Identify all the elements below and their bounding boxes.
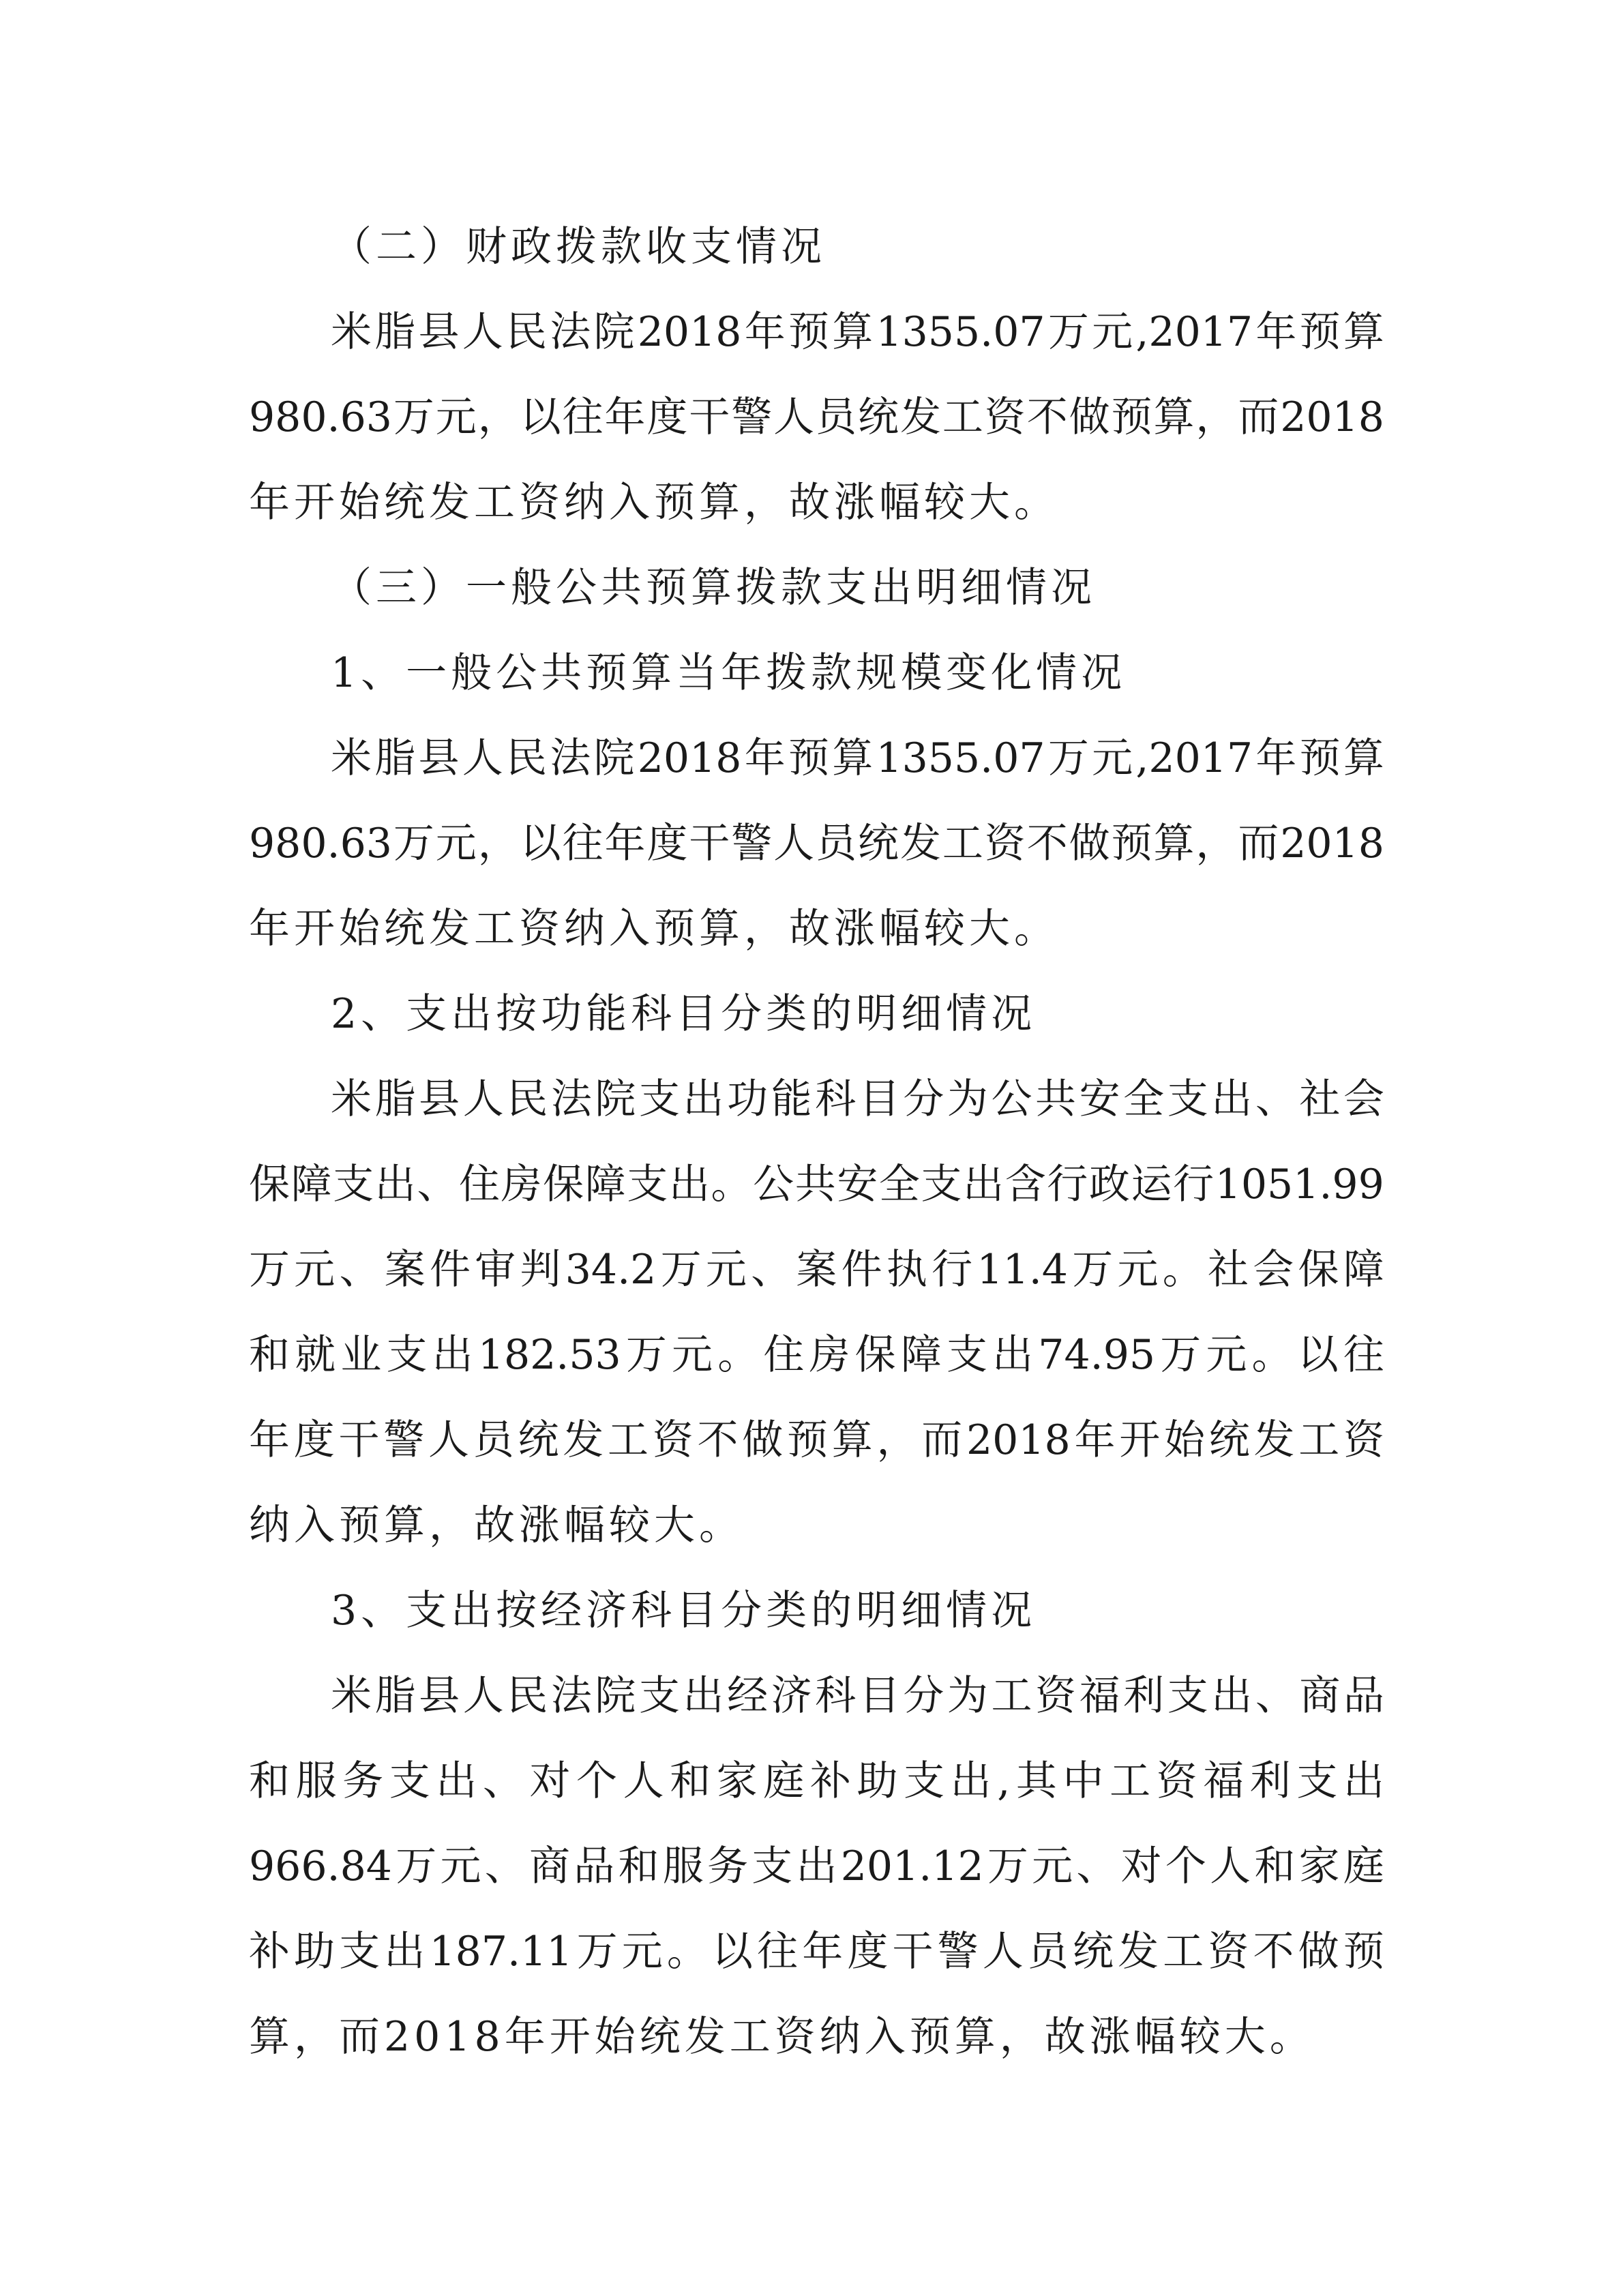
- paragraph-line: 万 元 、 案 件 审 判 34.2 万 元 、 案 件 执 行 11.4 万 元 。 社 会 保 障: [249, 1246, 1384, 1294]
- paragraph-line: 年 度 干 警 人 员 统 发 工 资 不 做 预 算 ， 而 2018 年 开 始 统 发 工 资: [249, 1416, 1384, 1464]
- paragraph-line: 966.84 万 元 、 商 品 和 服 务 支 出 201.12 万 元 、 对 个 人 和 家 庭: [249, 1843, 1384, 1890]
- section-heading-2: （二）财政拨款收支情况: [331, 223, 826, 271]
- paragraph-line: 和 服 务 支 出 、 对 个 人 和 家 庭 补 助 支 出 , 其 中 工 资 福 利 支 出: [249, 1757, 1384, 1805]
- subsection-heading-3: 3、支出按经济科目分类的明细情况: [331, 1587, 1037, 1635]
- paragraph-line: 980.63 万 元 ， 以 往 年 度 干 警 人 员 统 发 工 资 不 做 预 算 ， 而 2018: [249, 393, 1384, 441]
- paragraph-line: 保 障 支 出 、 住 房 保 障 支 出 。 公 共 安 全 支 出 含 行 政 运 行 1051.99: [249, 1161, 1384, 1208]
- paragraph-line: 年开始统发工资纳入预算，故涨幅较大。: [249, 905, 1059, 953]
- paragraph-line: 算，而2018年开始统发工资纳入预算，故涨幅较大。: [249, 2013, 1315, 2061]
- paragraph-line: 补 助 支 出 187.11 万 元 。 以 往 年 度 干 警 人 员 统 发 工 资 不 做 预: [249, 1928, 1384, 1976]
- paragraph-line: 980.63 万 元 ， 以 往 年 度 干 警 人 员 统 发 工 资 不 做 预 算 ， 而 2018: [249, 820, 1384, 867]
- paragraph-line: 年开始统发工资纳入预算，故涨幅较大。: [249, 479, 1059, 526]
- section-heading-3: （三）一般公共预算拨款支出明细情况: [331, 564, 1096, 612]
- subsection-heading-1: 1、一般公共预算当年拨款规模变化情况: [331, 649, 1127, 697]
- paragraph-line: 和 就 业 支 出 182.53 万 元 。 住 房 保 障 支 出 74.95 万 元 。 以 往: [249, 1331, 1384, 1379]
- paragraph-line: 米 脂 县 人 民 法 院 支 出 功 能 科 目 分 为 公 共 安 全 支 出 、 社 会: [331, 1075, 1384, 1123]
- subsection-heading-2: 2、支出按功能科目分类的明细情况: [331, 990, 1037, 1038]
- paragraph-line: 米 脂 县 人 民 法 院 支 出 经 济 科 目 分 为 工 资 福 利 支 出 、 商 品: [331, 1672, 1384, 1720]
- document-body: [249, 205, 1384, 2080]
- paragraph-line: 米 脂 县 人 民 法 院 2018 年 预 算 1355.07 万 元 ,2017 年 预 算: [331, 308, 1384, 356]
- paragraph-line: 纳入预算，故涨幅较大。: [249, 1502, 744, 1549]
- paragraph-line: 米 脂 县 人 民 法 院 2018 年 预 算 1355.07 万 元 ,2017 年 预 算: [331, 734, 1384, 782]
